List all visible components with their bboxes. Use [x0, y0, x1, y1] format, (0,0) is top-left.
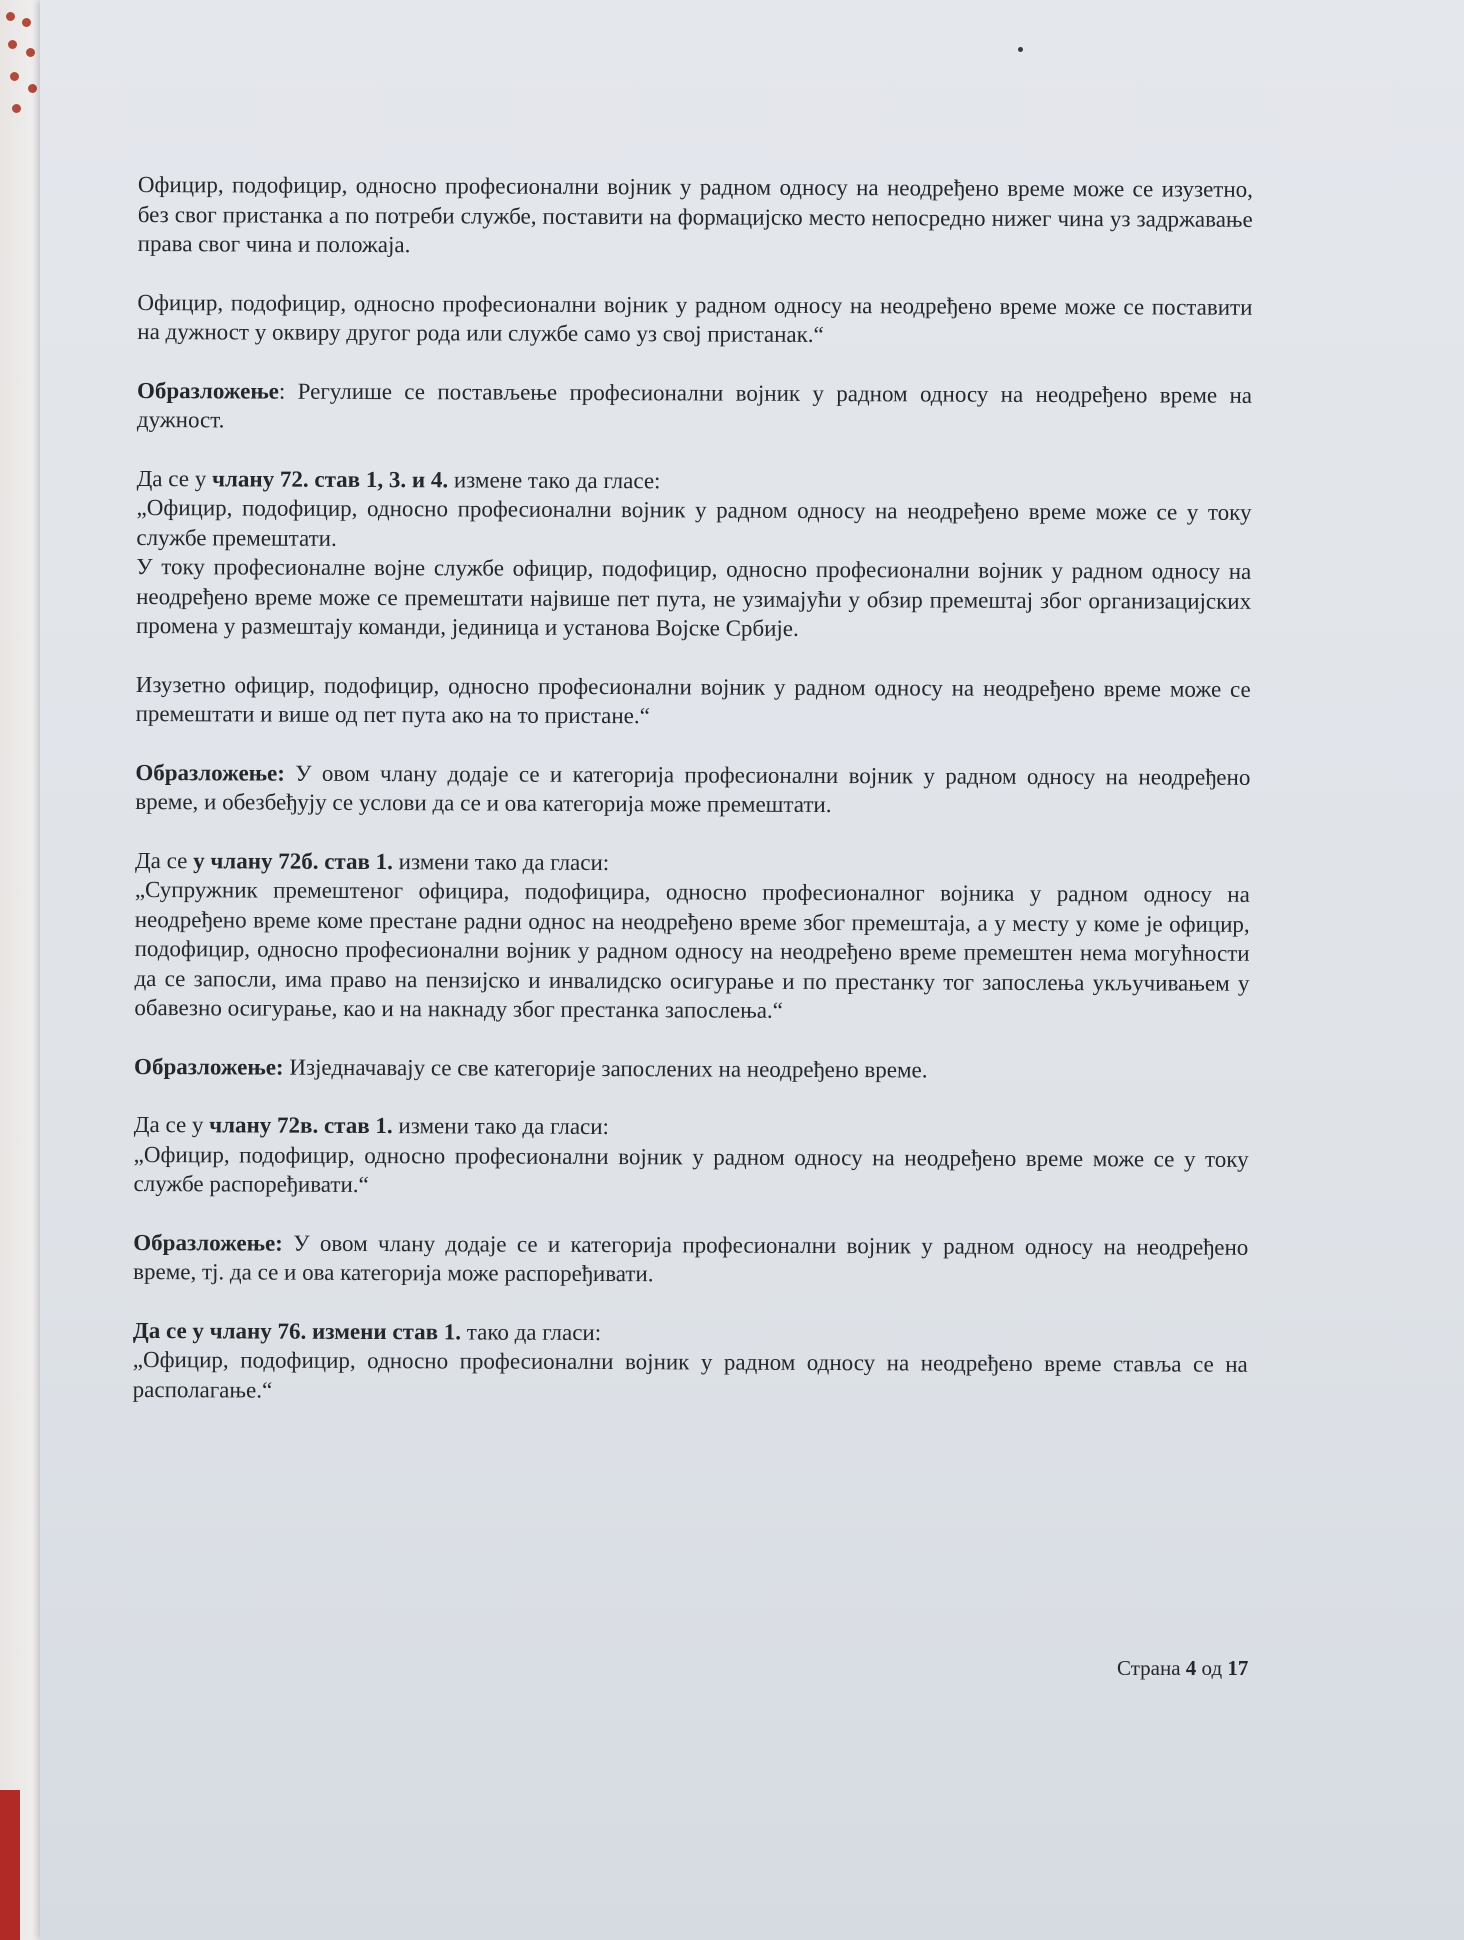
- explanation-label: Образложење:: [133, 1229, 283, 1256]
- explanation-text: : Регулише се постављење професионални војник у радном односу на неодређено време на дужност.: [136, 378, 1253, 433]
- binder-hole: [22, 18, 31, 27]
- red-cover-edge: [0, 1790, 20, 1940]
- amendment-76-quote: „Официр, подофицир, односно професионални војник у радном односу на неодређено време ставља се на располагање.“: [132, 1346, 1248, 1403]
- amendment-72v-quote: „Официр, подофицир, односно професионални војник у радном односу на неодређено време може се у току службе распоређивати.“: [133, 1141, 1249, 1198]
- explanation-text: У овом члану додаје се и категорија професионални војник у радном односу на неодређено време, тј. да се и ова категорија може распоређивати.: [133, 1230, 1249, 1287]
- amendment-intro: Да се у: [133, 1111, 210, 1138]
- explanation-label: Образложење:: [135, 759, 285, 786]
- paragraph-2: Официр, подофицир, односно професионални војник у радном односу на неодређено време може се поставити на дужност у оквиру другог рода или службе само уз свој пристанак.“: [137, 289, 1253, 347]
- explanation-2: [135, 757, 1250, 821]
- amendment-72-quote-1: „Официр, подофицир, односно професионални војник у радном односу на неодређено време може се у току службе премештати.: [136, 494, 1252, 551]
- explanation-1: [137, 375, 1252, 439]
- binder-hole: [28, 84, 37, 93]
- amendment-outro: измени тако да гласи:: [392, 1113, 610, 1140]
- amendment-outro: измене тако да гласе:: [448, 466, 661, 493]
- binder-hole: [6, 12, 15, 21]
- paragraph-1: Официр, подофицир, односно професионални војник у радном односу на неодређено време може се изузетно, без свог пристанка а по потреби службе, поставити на формацијско место непосредно нижег чина уз задржавање права свог чина и положаја.: [137, 171, 1253, 258]
- amendment-intro: Да се у: [136, 465, 213, 491]
- explanation-4: [133, 1227, 1248, 1291]
- article-reference: члану 72в. став 1.: [209, 1112, 393, 1139]
- document-body: [133, 170, 1253, 1409]
- explanation-3: [134, 1051, 1249, 1085]
- page-number: [1117, 1656, 1248, 1681]
- article-reference: у члану 72б. став 1.: [193, 847, 393, 874]
- explanation-label: Образложење:: [134, 1053, 284, 1080]
- amendment-72b-quote: „Супружник премештеног официра, подофицира, односно професионалног војника у радном односу на неодређено време коме престане радни однос на неодређено време због премештаја, а у месту у коме је официр, подофицир, односно професионални војник у радном односу на неодређено време премештен нема могућности да се запосли, има право на пензијско и инвалидско осигурање и по престанку тог запослења укључивањем у обавезно осигурање, као и на накнаду због престанка запослења.“: [134, 876, 1250, 1023]
- amendment-72-quote-2: У току професионалне војне службе официр, подофицир, односно професионални војник у радном односу на неодређено време може се премештати највише пет пута, не узимајући у обзир премештај због организацијских промена у размештају команди, јединица и установа Војске Србије.: [135, 553, 1252, 641]
- amendment-76-heading: [133, 1315, 1248, 1349]
- explanation-text: Изједначавају се све категорије запослених на неодређено време.: [283, 1054, 928, 1082]
- binder-hole: [8, 40, 17, 49]
- binder-hole: [26, 48, 35, 57]
- amendment-72b-heading: [135, 845, 1250, 879]
- explanation-text: У овом члану додаје се и категорија професионални војник у радном односу на неодређено време, и обезбеђују се услови да се и ова категорија може премештати.: [135, 760, 1251, 818]
- explanation-label: Образложење: [136, 377, 279, 404]
- current-page: 4: [1185, 1656, 1197, 1680]
- total-pages: 17: [1227, 1656, 1249, 1680]
- of-label: од: [1196, 1656, 1228, 1680]
- amendment-intro: Да се: [134, 847, 194, 873]
- amendment-72-quote-3: Изузетно официр, подофицир, односно професионални војник у радном односу на неодређено време може се премештати и више од пет пута ако на то пристане.“: [135, 671, 1251, 729]
- page-label: Страна: [1117, 1656, 1186, 1680]
- article-reference: Да се у члану 76. измени став 1.: [132, 1317, 462, 1344]
- binder-hole: [10, 72, 19, 81]
- amendment-72v-heading: [134, 1110, 1249, 1144]
- binder-hole: [12, 104, 21, 113]
- amendment-72-heading: [137, 463, 1252, 497]
- binder-edge: [0, 0, 40, 1940]
- amendment-outro: тако да гласи:: [461, 1318, 602, 1345]
- article-reference: члану 72. став 1, 3. и 4.: [211, 465, 449, 492]
- amendment-outro: измени тако да гласи:: [392, 848, 610, 875]
- paper-speck: [1018, 47, 1023, 52]
